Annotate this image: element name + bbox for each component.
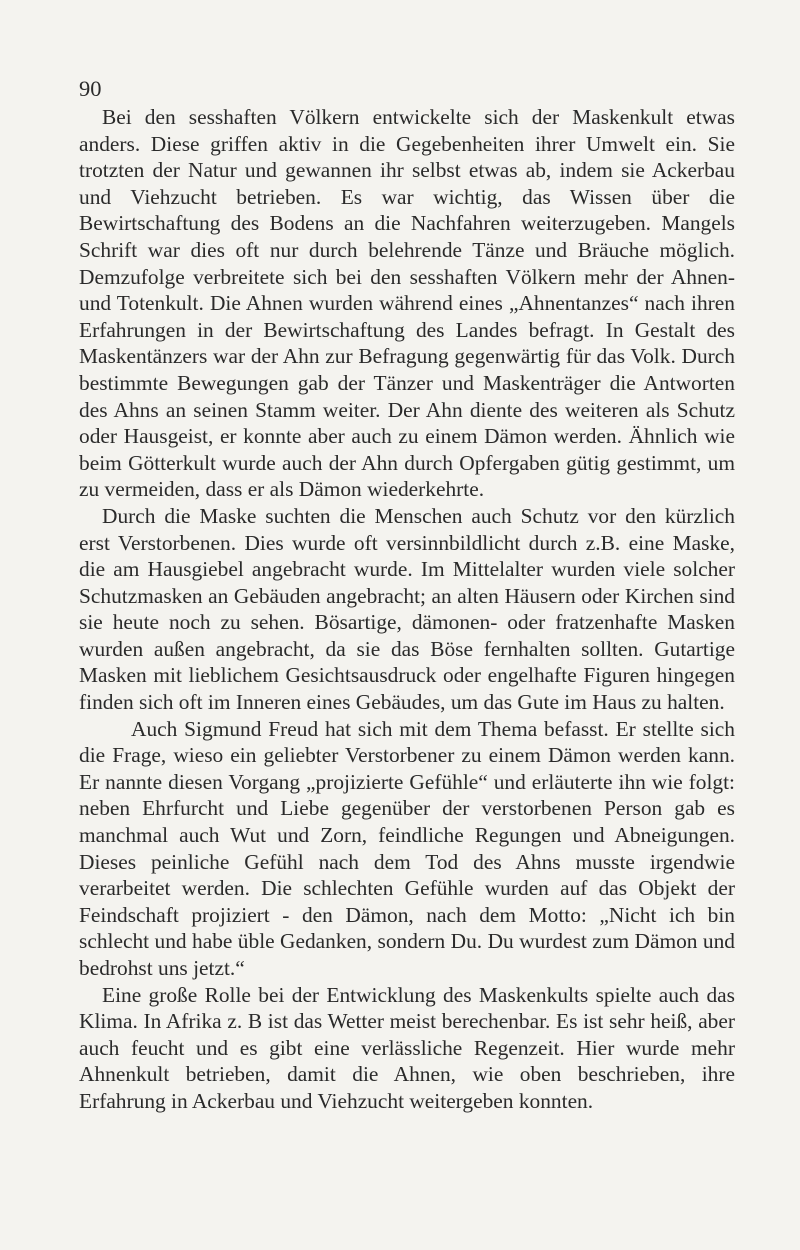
body-text [79,104,735,1115]
page-number: 90 [79,76,102,101]
paragraph-1: Bei den sesshaften Völkern entwickelte sich der Maskenkult etwas anders. Diese griffen aktiv in die Gegebenheiten ihrer Umwelt ein. Sie trotzten der Natur und gewannen ihr selbst etwas ab, indem sie Ackerbau und Viehzucht betrieben. Es war wichtig, das Wissen über die Bewirtschaftung des Bodens an die Nachfahren weiterzugeben. Mangels Schrift war dies oft nur durch belehrende Tänze und Bräuche möglich. Demzufolge verbreitete sich bei den sesshaften Völkern mehr der Ahnen- und Totenkult. Die Ahnen wurden während eines „Ahnentanzes“ nach ihren Erfahrungen in der Bewirtschaftung des Landes befragt. In Gestalt des Maskentänzers war der Ahn zur Befragung gegenwärtig für das Volk. Durch bestimmte Bewegungen gab der Tänzer und Maskenträger die Antworten des Ahns an seinen Stamm weiter. Der Ahn diente des weiteren als Schutz oder Hausgeist, er konnte aber auch zu einem Dämon werden. Ähnlich wie beim Götterkult wurde auch der Ahn durch Opfergaben gütig gestimmt, um zu vermeiden, dass er als Dämon wiederkehrte. [79,105,735,502]
paragraph-4: Eine große Rolle bei der Entwicklung des Maskenkults spielte auch das Klima. In Afrika z. B ist das Wetter meist berechenbar. Es ist sehr heiß, aber auch feucht und es gibt eine verlässliche Regenzeit. Hier wurde mehr Ahnenkult betrieben, damit die Ahnen, wie oben beschrieben, ihre Erfahrung in Ackerbau und Viehzucht weitergeben konnten. [79,982,735,1113]
paragraph-2: Durch die Maske suchten die Menschen auch Schutz vor den kürzlich erst Verstorbenen. Dies wurde oft versinnbildlicht durch z.B. eine Maske, die am Hausgiebel angebracht wurde. Im Mittelalter wurden viele solcher Schutzmasken an Gebäuden angebracht; an alten Häusern oder Kirchen sind sie heute noch zu sehen. Bösartige, dämonen- oder fratzenhafte Masken wurden außen angebracht, da sie das Böse fernhalten sollten. Gutartige Masken mit lieblichem Gesichtsausdruck oder engelhafte Figuren hingegen finden sich oft im Inneren eines Gebäudes, um das Gute im Haus zu halten. [79,503,735,715]
paragraph-3: Auch Sigmund Freud hat sich mit dem Thema befasst. Er stellte sich die Frage, wieso ein geliebter Verstorbener zu einem Dämon werden kann. Er nannte diesen Vorgang „projizierte Gefühle“ und erläuterte ihn wie folgt: neben Ehrfurcht und Liebe gegenüber der verstorbenen Person gab es manchmal auch Wut und Zorn, feindliche Regungen und Abneigungen. Dieses peinliche Gefühl nach dem Tod des Ahns musste irgendwie verarbeitet werden. Die schlechten Gefühle wurden auf das Objekt der Feindschaft projiziert - den Dämon, nach dem Motto: „Nicht ich bin schlecht und habe üble Gedanken, sondern Du. Du wurdest zum Dämon und bedrohst uns jetzt.“ [79,716,735,980]
